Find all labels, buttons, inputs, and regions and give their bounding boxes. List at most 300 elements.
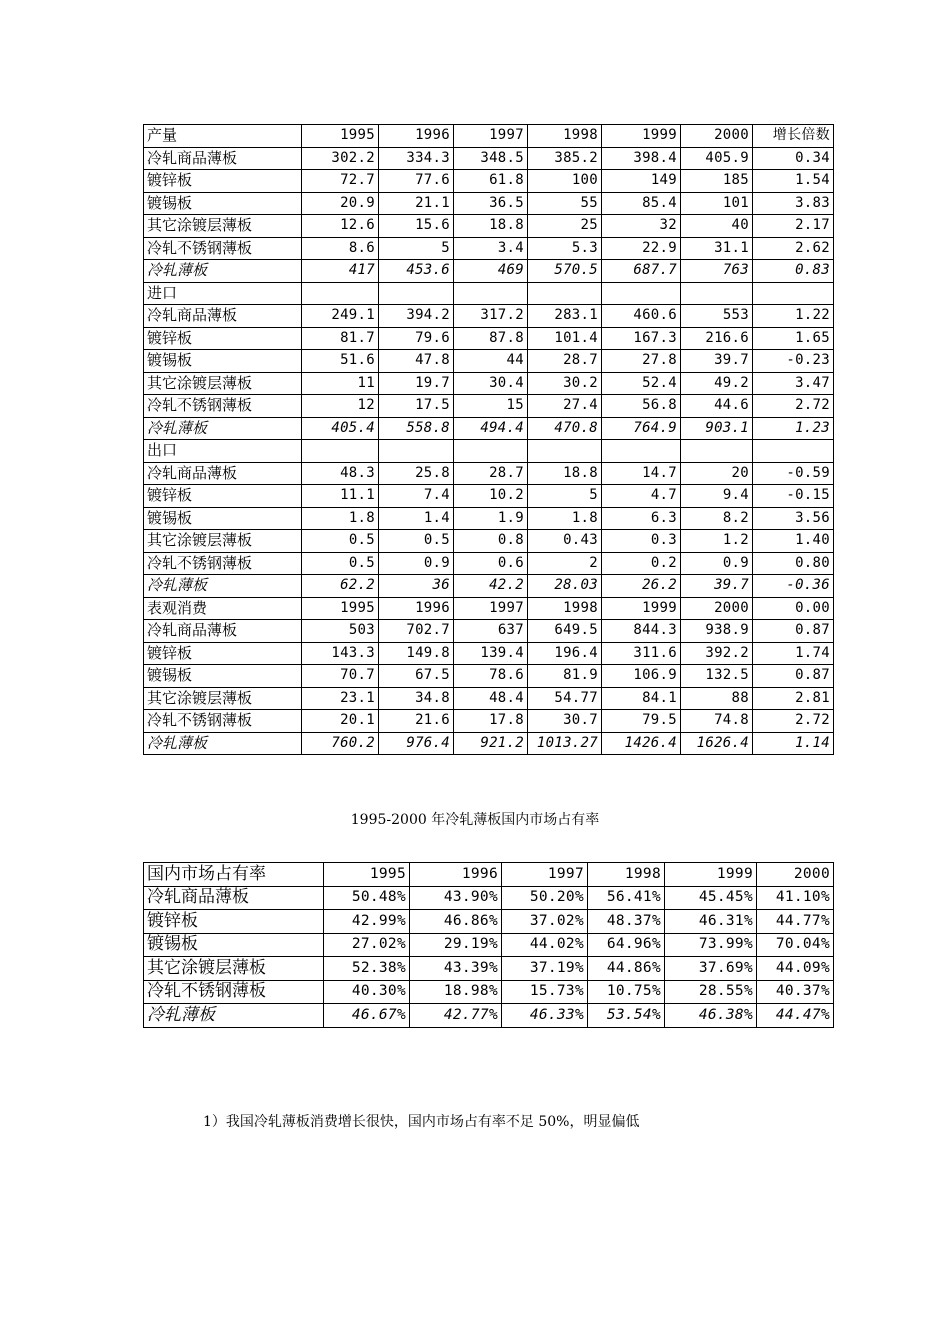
table-cell: 18.8 <box>454 215 528 238</box>
table-cell: 6.3 <box>602 507 681 530</box>
table-cell: 101 <box>681 192 753 215</box>
row-label: 表观消费 <box>144 597 302 620</box>
table-cell: 30.7 <box>528 710 602 733</box>
table-cell: 1998 <box>528 125 602 148</box>
table-cell: 1013.27 <box>528 732 602 755</box>
table-cell: 760.2 <box>302 732 379 755</box>
row-label: 冷轧商品薄板 <box>144 305 302 328</box>
table-cell: 增长倍数 <box>753 125 834 148</box>
table-cell: 1996 <box>410 863 502 887</box>
table-cell: 70.7 <box>302 665 379 688</box>
row-label: 其它涂镀层薄板 <box>144 530 302 553</box>
table-cell: 976.4 <box>379 732 454 755</box>
table-cell: 28.7 <box>454 462 528 485</box>
table-cell: 26.2 <box>602 575 681 598</box>
table-row <box>144 417 834 440</box>
table-cell: 1.8 <box>528 507 602 530</box>
table-cell: 2.72 <box>753 710 834 733</box>
table-cell: 1998 <box>528 597 602 620</box>
table-cell: 43.90% <box>410 886 502 910</box>
table-cell: 469 <box>454 260 528 283</box>
table-cell: 14.7 <box>602 462 681 485</box>
table-cell: 22.9 <box>602 237 681 260</box>
table-cell: 28.03 <box>528 575 602 598</box>
table-cell: 1997 <box>502 863 588 887</box>
table-row <box>144 710 834 733</box>
table-row <box>144 957 834 981</box>
table-cell: 385.2 <box>528 147 602 170</box>
table-cell: 1995 <box>302 125 379 148</box>
table-cell: 79.6 <box>379 327 454 350</box>
table-cell: 46.33% <box>502 1004 588 1028</box>
table-cell: 0.9 <box>681 552 753 575</box>
table-cell: 348.5 <box>454 147 528 170</box>
table-cell: 2.62 <box>753 237 834 260</box>
table-cell: 764.9 <box>602 417 681 440</box>
table-cell: 19.7 <box>379 372 454 395</box>
table-cell: 470.8 <box>528 417 602 440</box>
table-cell: 392.2 <box>681 642 753 665</box>
table-cell: 553 <box>681 305 753 328</box>
row-label: 冷轧薄板 <box>144 260 302 283</box>
row-label: 镀锌板 <box>144 910 324 934</box>
table-cell: 702.7 <box>379 620 454 643</box>
row-label: 冷轧薄板 <box>144 1004 324 1028</box>
table-cell: 12 <box>302 395 379 418</box>
table-cell <box>681 440 753 463</box>
table-cell: 2.17 <box>753 215 834 238</box>
table-cell: 0.87 <box>753 665 834 688</box>
row-label: 冷轧不锈钢薄板 <box>144 552 302 575</box>
row-label: 镀锌板 <box>144 485 302 508</box>
table-cell: 51.6 <box>302 350 379 373</box>
table-cell: 763 <box>681 260 753 283</box>
row-label: 冷轧不锈钢薄板 <box>144 395 302 418</box>
table-cell: 0.3 <box>602 530 681 553</box>
table-cell: 460.6 <box>602 305 681 328</box>
table-cell <box>379 440 454 463</box>
table-cell: -0.36 <box>753 575 834 598</box>
table-cell: 50.20% <box>502 886 588 910</box>
row-label: 镀锡板 <box>144 350 302 373</box>
table-cell: -0.59 <box>753 462 834 485</box>
table-cell: 3.47 <box>753 372 834 395</box>
table-cell: 43.39% <box>410 957 502 981</box>
row-label: 镀锌板 <box>144 642 302 665</box>
table-cell: 30.2 <box>528 372 602 395</box>
table-cell: 15.73% <box>502 980 588 1004</box>
table-row <box>144 687 834 710</box>
table-cell: 1997 <box>454 597 528 620</box>
table-cell: 1995 <box>302 597 379 620</box>
table-cell: 1.65 <box>753 327 834 350</box>
table-cell <box>454 440 528 463</box>
table-row <box>144 125 834 148</box>
table-cell: 11.1 <box>302 485 379 508</box>
table-cell: 149.8 <box>379 642 454 665</box>
table-cell: 7.4 <box>379 485 454 508</box>
table-cell: 106.9 <box>602 665 681 688</box>
share-table-caption: 1995-2000 年冷轧薄板国内市场占有率 <box>350 812 600 828</box>
table-row <box>144 620 834 643</box>
row-label: 冷轧不锈钢薄板 <box>144 710 302 733</box>
row-label: 冷轧商品薄板 <box>144 886 324 910</box>
table-cell: 0.87 <box>753 620 834 643</box>
table-cell: 405.9 <box>681 147 753 170</box>
row-label: 镀锌板 <box>144 327 302 350</box>
table-cell: -0.15 <box>753 485 834 508</box>
table-cell: 8.2 <box>681 507 753 530</box>
table-row <box>144 980 834 1004</box>
table-cell: 25 <box>528 215 602 238</box>
table-cell: 28.7 <box>528 350 602 373</box>
table-cell: 84.1 <box>602 687 681 710</box>
table-cell: 21.1 <box>379 192 454 215</box>
table-cell: 10.2 <box>454 485 528 508</box>
table-row <box>144 507 834 530</box>
table-row <box>144 440 834 463</box>
row-label: 其它涂镀层薄板 <box>144 372 302 395</box>
table-cell: 46.86% <box>410 910 502 934</box>
table-cell: 44.6 <box>681 395 753 418</box>
table-row <box>144 910 834 934</box>
table-cell: 31.1 <box>681 237 753 260</box>
table-row <box>144 530 834 553</box>
row-label: 冷轧商品薄板 <box>144 462 302 485</box>
table-cell: 4.7 <box>602 485 681 508</box>
table-cell: 0.5 <box>379 530 454 553</box>
row-label: 冷轧商品薄板 <box>144 620 302 643</box>
table-cell: 52.4 <box>602 372 681 395</box>
row-label: 国内市场占有率 <box>144 863 324 887</box>
table-row <box>144 395 834 418</box>
table-row <box>144 237 834 260</box>
table-cell: 1.54 <box>753 170 834 193</box>
table-row <box>144 1004 834 1028</box>
table-cell: 903.1 <box>681 417 753 440</box>
table-cell: 54.77 <box>528 687 602 710</box>
table-cell: 2 <box>528 552 602 575</box>
table-cell: 3.83 <box>753 192 834 215</box>
table-row <box>144 215 834 238</box>
table-cell: 1426.4 <box>602 732 681 755</box>
table-cell: 1.23 <box>753 417 834 440</box>
production-trade-table <box>143 124 834 755</box>
table-cell: 1.40 <box>753 530 834 553</box>
table-cell: 317.2 <box>454 305 528 328</box>
table-row <box>144 282 834 305</box>
table-row <box>144 350 834 373</box>
table-cell: 81.7 <box>302 327 379 350</box>
table-cell: 44.09% <box>757 957 834 981</box>
market-share-table <box>143 862 834 1028</box>
table-cell: 52.38% <box>324 957 410 981</box>
table-cell: 47.8 <box>379 350 454 373</box>
table-cell: 48.37% <box>588 910 665 934</box>
row-label: 冷轧不锈钢薄板 <box>144 980 324 1004</box>
table-cell: 15 <box>454 395 528 418</box>
table-cell: 1996 <box>379 597 454 620</box>
table-cell: 56.41% <box>588 886 665 910</box>
table-cell: 46.67% <box>324 1004 410 1028</box>
table-cell: 42.77% <box>410 1004 502 1028</box>
table-cell: 88 <box>681 687 753 710</box>
table-cell: 56.8 <box>602 395 681 418</box>
row-label: 冷轧薄板 <box>144 575 302 598</box>
table-cell: 0.34 <box>753 147 834 170</box>
table-cell: 87.8 <box>454 327 528 350</box>
table-cell: 27.02% <box>324 933 410 957</box>
table-cell <box>681 282 753 305</box>
row-label: 冷轧不锈钢薄板 <box>144 237 302 260</box>
table-cell: 50.48% <box>324 886 410 910</box>
table-cell: 12.6 <box>302 215 379 238</box>
table-row <box>144 192 834 215</box>
table-cell: 30.4 <box>454 372 528 395</box>
table-row <box>144 327 834 350</box>
table-row <box>144 732 834 755</box>
table-cell <box>302 440 379 463</box>
table-row <box>144 170 834 193</box>
row-label: 出口 <box>144 440 302 463</box>
table-cell: 1996 <box>379 125 454 148</box>
table-cell: 81.9 <box>528 665 602 688</box>
table-cell: 40.30% <box>324 980 410 1004</box>
table-cell: 20 <box>681 462 753 485</box>
table-cell: 249.1 <box>302 305 379 328</box>
table-cell: 417 <box>302 260 379 283</box>
table-cell: 27.8 <box>602 350 681 373</box>
row-label: 镀锌板 <box>144 170 302 193</box>
table-cell: 1.74 <box>753 642 834 665</box>
table-cell: 85.4 <box>602 192 681 215</box>
table-cell: 72.7 <box>302 170 379 193</box>
table-cell: 36 <box>379 575 454 598</box>
table-cell <box>753 282 834 305</box>
table-cell <box>454 282 528 305</box>
table-row <box>144 260 834 283</box>
table-cell: 23.1 <box>302 687 379 710</box>
table-cell: 74.8 <box>681 710 753 733</box>
table-cell: 44 <box>454 350 528 373</box>
table-cell: 0.5 <box>302 552 379 575</box>
table-cell: 405.4 <box>302 417 379 440</box>
table-cell: 0.80 <box>753 552 834 575</box>
table-row <box>144 462 834 485</box>
table-cell: 37.69% <box>665 957 757 981</box>
table-cell <box>528 440 602 463</box>
table-cell: 39.7 <box>681 350 753 373</box>
table-cell: 311.6 <box>602 642 681 665</box>
row-label: 镀锡板 <box>144 507 302 530</box>
table-cell: 283.1 <box>528 305 602 328</box>
table-cell: 921.2 <box>454 732 528 755</box>
table-cell <box>379 282 454 305</box>
table-cell: 2.81 <box>753 687 834 710</box>
table-row <box>144 372 834 395</box>
table-cell: 10.75% <box>588 980 665 1004</box>
table-cell: 77.6 <box>379 170 454 193</box>
table-cell: 394.2 <box>379 305 454 328</box>
table-row <box>144 863 834 887</box>
table-cell: 28.55% <box>665 980 757 1004</box>
table-cell: 139.4 <box>454 642 528 665</box>
table-cell: 44.86% <box>588 957 665 981</box>
table-cell: 18.98% <box>410 980 502 1004</box>
table-cell: 3.56 <box>753 507 834 530</box>
table-cell: 5 <box>379 237 454 260</box>
table-cell: 40 <box>681 215 753 238</box>
table-cell: 132.5 <box>681 665 753 688</box>
table-cell: 0.9 <box>379 552 454 575</box>
table-cell: 40.37% <box>757 980 834 1004</box>
table-cell: 73.99% <box>665 933 757 957</box>
table-cell: 1.2 <box>681 530 753 553</box>
table-cell: 37.02% <box>502 910 588 934</box>
table-cell: 302.2 <box>302 147 379 170</box>
table-cell: 21.6 <box>379 710 454 733</box>
table-cell: 49.2 <box>681 372 753 395</box>
table-row <box>144 886 834 910</box>
table-row <box>144 575 834 598</box>
table-cell: 20.1 <box>302 710 379 733</box>
table-cell: 503 <box>302 620 379 643</box>
table-cell: 100 <box>528 170 602 193</box>
table-cell: 196.4 <box>528 642 602 665</box>
table-cell: 149 <box>602 170 681 193</box>
market-share-table-body <box>144 863 834 1028</box>
row-label: 冷轧薄板 <box>144 732 302 755</box>
table-cell: 0.00 <box>753 597 834 620</box>
table-row <box>144 147 834 170</box>
table-cell: 48.4 <box>454 687 528 710</box>
table-cell: 143.3 <box>302 642 379 665</box>
table-cell: 637 <box>454 620 528 643</box>
table-cell: 1.8 <box>302 507 379 530</box>
table-cell: 53.54% <box>588 1004 665 1028</box>
table-cell: 494.4 <box>454 417 528 440</box>
row-label: 镀锡板 <box>144 192 302 215</box>
table-cell: 46.38% <box>665 1004 757 1028</box>
table-cell: 55 <box>528 192 602 215</box>
table-cell: 34.8 <box>379 687 454 710</box>
table-cell: 1995 <box>324 863 410 887</box>
production-trade-table-body <box>144 125 834 755</box>
table-cell: 44.77% <box>757 910 834 934</box>
table-cell: 334.3 <box>379 147 454 170</box>
row-label: 其它涂镀层薄板 <box>144 957 324 981</box>
table-cell: 62.2 <box>302 575 379 598</box>
table-cell: 15.6 <box>379 215 454 238</box>
table-cell: 17.5 <box>379 395 454 418</box>
table-cell: 20.9 <box>302 192 379 215</box>
table-cell: 41.10% <box>757 886 834 910</box>
table-cell: 570.5 <box>528 260 602 283</box>
table-cell: 67.5 <box>379 665 454 688</box>
table-cell: 0.43 <box>528 530 602 553</box>
table-cell: 5.3 <box>528 237 602 260</box>
table-cell: 101.4 <box>528 327 602 350</box>
conclusion-note: 1）我国冷轧薄板消费增长很快，国内市场占有率不足 50%，明显偏低 <box>203 1114 640 1130</box>
table-cell: 61.8 <box>454 170 528 193</box>
table-cell: -0.23 <box>753 350 834 373</box>
table-cell: 844.3 <box>602 620 681 643</box>
table-cell: 453.6 <box>379 260 454 283</box>
table-cell: 1997 <box>454 125 528 148</box>
table-cell: 0.6 <box>454 552 528 575</box>
table-row <box>144 642 834 665</box>
table-cell: 11 <box>302 372 379 395</box>
table-cell: 1626.4 <box>681 732 753 755</box>
table-cell <box>528 282 602 305</box>
table-cell: 0.8 <box>454 530 528 553</box>
table-cell <box>602 440 681 463</box>
row-label: 冷轧商品薄板 <box>144 147 302 170</box>
table-cell: 2000 <box>757 863 834 887</box>
table-cell: 0.83 <box>753 260 834 283</box>
table-cell: 0.5 <box>302 530 379 553</box>
row-label: 进口 <box>144 282 302 305</box>
table-cell: 18.8 <box>528 462 602 485</box>
table-cell: 36.5 <box>454 192 528 215</box>
table-cell: 1999 <box>602 125 681 148</box>
table-cell: 1.9 <box>454 507 528 530</box>
table-cell: 2.72 <box>753 395 834 418</box>
table-row <box>144 597 834 620</box>
table-cell: 216.6 <box>681 327 753 350</box>
table-cell: 42.99% <box>324 910 410 934</box>
table-cell: 558.8 <box>379 417 454 440</box>
row-label: 产量 <box>144 125 302 148</box>
table-row <box>144 933 834 957</box>
table-cell: 45.45% <box>665 886 757 910</box>
table-cell: 185 <box>681 170 753 193</box>
table-cell: 167.3 <box>602 327 681 350</box>
table-cell: 44.02% <box>502 933 588 957</box>
table-row <box>144 552 834 575</box>
table-row <box>144 485 834 508</box>
table-cell: 1.22 <box>753 305 834 328</box>
table-cell: 0.2 <box>602 552 681 575</box>
table-cell <box>302 282 379 305</box>
table-cell: 25.8 <box>379 462 454 485</box>
table-cell: 48.3 <box>302 462 379 485</box>
table-cell: 2000 <box>681 125 753 148</box>
table-row <box>144 305 834 328</box>
row-label: 其它涂镀层薄板 <box>144 215 302 238</box>
table-cell: 1.4 <box>379 507 454 530</box>
table-cell: 29.19% <box>410 933 502 957</box>
table-cell: 70.04% <box>757 933 834 957</box>
table-cell: 2000 <box>681 597 753 620</box>
table-cell: 44.47% <box>757 1004 834 1028</box>
row-label: 其它涂镀层薄板 <box>144 687 302 710</box>
row-label: 冷轧薄板 <box>144 417 302 440</box>
table-cell: 1998 <box>588 863 665 887</box>
table-cell: 64.96% <box>588 933 665 957</box>
table-cell: 398.4 <box>602 147 681 170</box>
table-cell: 8.6 <box>302 237 379 260</box>
table-cell: 27.4 <box>528 395 602 418</box>
table-row <box>144 665 834 688</box>
table-cell: 5 <box>528 485 602 508</box>
table-cell: 39.7 <box>681 575 753 598</box>
table-cell: 3.4 <box>454 237 528 260</box>
table-cell: 46.31% <box>665 910 757 934</box>
table-cell: 32 <box>602 215 681 238</box>
table-cell: 649.5 <box>528 620 602 643</box>
table-cell: 1999 <box>665 863 757 887</box>
